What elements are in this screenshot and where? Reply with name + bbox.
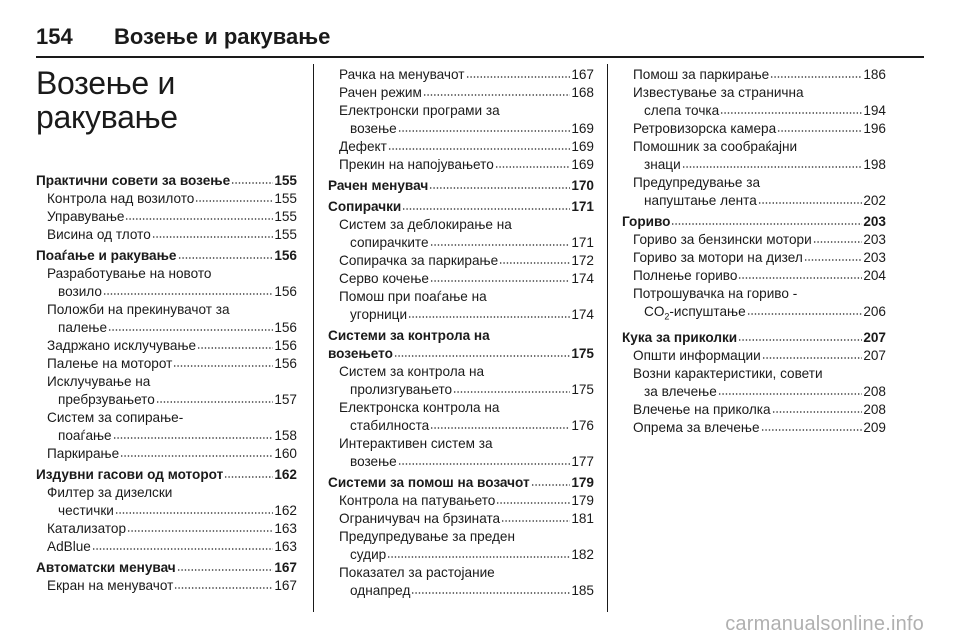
toc-entry[interactable]: Возни карактеристики, совети за влечење 208 (633, 365, 886, 399)
toc-entry[interactable]: Известување за странична слепа точка 194 (633, 85, 886, 118)
running-title: Возење и ракување (114, 24, 331, 49)
toc-entry[interactable]: Влечење на приколка 208 (633, 401, 886, 417)
toc-section[interactable]: Кука за приколки 207 (622, 329, 886, 345)
toc-column-3 (622, 66, 886, 437)
toc-entry[interactable]: Управување 155 (47, 209, 297, 224)
toc-column-1 (36, 66, 297, 595)
toc-section[interactable]: Автоматски менувач 167 (36, 560, 297, 575)
toc-entry[interactable]: Задржано исклучување 156 (47, 338, 297, 353)
toc-entry[interactable]: Паркирање 160 (47, 446, 297, 461)
toc-entry[interactable]: Филтер за дизелски честички 162 (47, 485, 297, 518)
toc-section[interactable]: Практични совети за возење 155 (36, 173, 297, 188)
toc-entry[interactable]: AdBlue 163 (47, 539, 297, 554)
toc-entry[interactable]: Систем за деблокирање на сопирачките 171 (339, 217, 594, 250)
toc-entry[interactable]: Прекин на напојувањето 169 (339, 157, 594, 172)
watermark: carmanualsonline.info (725, 613, 924, 635)
toc-entry[interactable]: Ограничувач на брзината 181 (339, 511, 594, 526)
toc-entry[interactable]: Помош за паркирање 186 (633, 67, 886, 82)
toc-entry[interactable]: Гориво за мотори на дизел 203 (633, 250, 886, 265)
toc-entry[interactable]: Контрола на патувањето 179 (339, 493, 594, 508)
toc-section[interactable]: Поаѓање и ракување 156 (36, 248, 297, 263)
toc-entry[interactable]: Контрола над возилото 155 (47, 191, 297, 206)
toc-entry[interactable]: Помош при поаѓање на угорници 174 (339, 289, 594, 322)
toc-column-2 (328, 66, 594, 600)
toc-entry[interactable]: Разработување на новото возило 156 (47, 266, 297, 299)
toc-entry[interactable]: Интерактивен систем за возење 177 (339, 436, 594, 469)
toc-entry[interactable]: Електронска контрола на стабилноста 176 (339, 400, 594, 433)
chapter-title: Возење и ракување (36, 65, 178, 135)
toc-entry[interactable]: Рачен режим 168 (339, 85, 594, 100)
page-number: 154 (36, 24, 73, 49)
toc-entry[interactable]: Серво кочење 174 (339, 271, 594, 286)
toc-entry[interactable]: Систем за контрола на пролизгувањето 175 (339, 364, 594, 397)
toc-entry[interactable]: Сопирачка за паркирање 172 (339, 253, 594, 268)
toc-entry[interactable]: Помошник за сообраќајни знаци 198 (633, 139, 886, 172)
column-divider-2 (607, 64, 608, 612)
toc-entry[interactable]: Положби на прекинувачот за палење 156 (47, 302, 297, 335)
toc-entry[interactable]: Дефект 169 (339, 139, 594, 154)
toc-entry[interactable]: Полнење гориво 204 (633, 268, 886, 283)
toc-entry[interactable]: Опрема за влечење 209 (633, 419, 886, 435)
toc-section[interactable]: Гориво 203 (622, 214, 886, 229)
toc-entry[interactable]: Потрошувачка на гориво - $CO_2$-испуштање 206 (633, 286, 886, 322)
header-rule (36, 56, 924, 58)
toc-entry[interactable]: Рачка на менувачот 167 (339, 67, 594, 82)
toc-entry[interactable]: Показател за растојание однапред 185 (339, 565, 594, 598)
toc-section[interactable]: Рачен менувач 170 (328, 178, 594, 193)
toc-section[interactable]: Издувни гасови од моторот 162 (36, 467, 297, 482)
toc-entry[interactable]: Општи информации 207 (633, 347, 886, 363)
toc-entry[interactable]: Висина од тлото 155 (47, 227, 297, 242)
toc-entry[interactable]: Предупредување за преден судир 182 (339, 529, 594, 562)
toc-section[interactable]: Сопирачки 171 (328, 199, 594, 214)
toc-entry[interactable]: Гориво за бензински мотори 203 (633, 232, 886, 247)
toc-entry[interactable]: Систем за сопирање- поаѓање 158 (47, 410, 297, 443)
toc-entry[interactable]: Палење на моторот 156 (47, 356, 297, 371)
toc-section[interactable]: Системи за помош на возачот 179 (328, 475, 594, 490)
toc-section[interactable]: Системи за контрола на возењето 175 (328, 328, 594, 361)
toc-entry[interactable]: Ретровизорска камера 196 (633, 121, 886, 136)
toc-entry[interactable]: Исклучување на пребрзување​то 157 (47, 374, 297, 407)
toc-entry[interactable]: Предупредување за напуштање лента 202 (633, 175, 886, 208)
toc-entry[interactable]: Екран на менувачот 167 (47, 578, 297, 593)
column-divider-1 (313, 64, 314, 612)
page-header (36, 24, 330, 50)
toc-entry[interactable]: Електронски програми за возење 169 (339, 103, 594, 136)
toc-entry[interactable]: Катализатор 163 (47, 521, 297, 536)
